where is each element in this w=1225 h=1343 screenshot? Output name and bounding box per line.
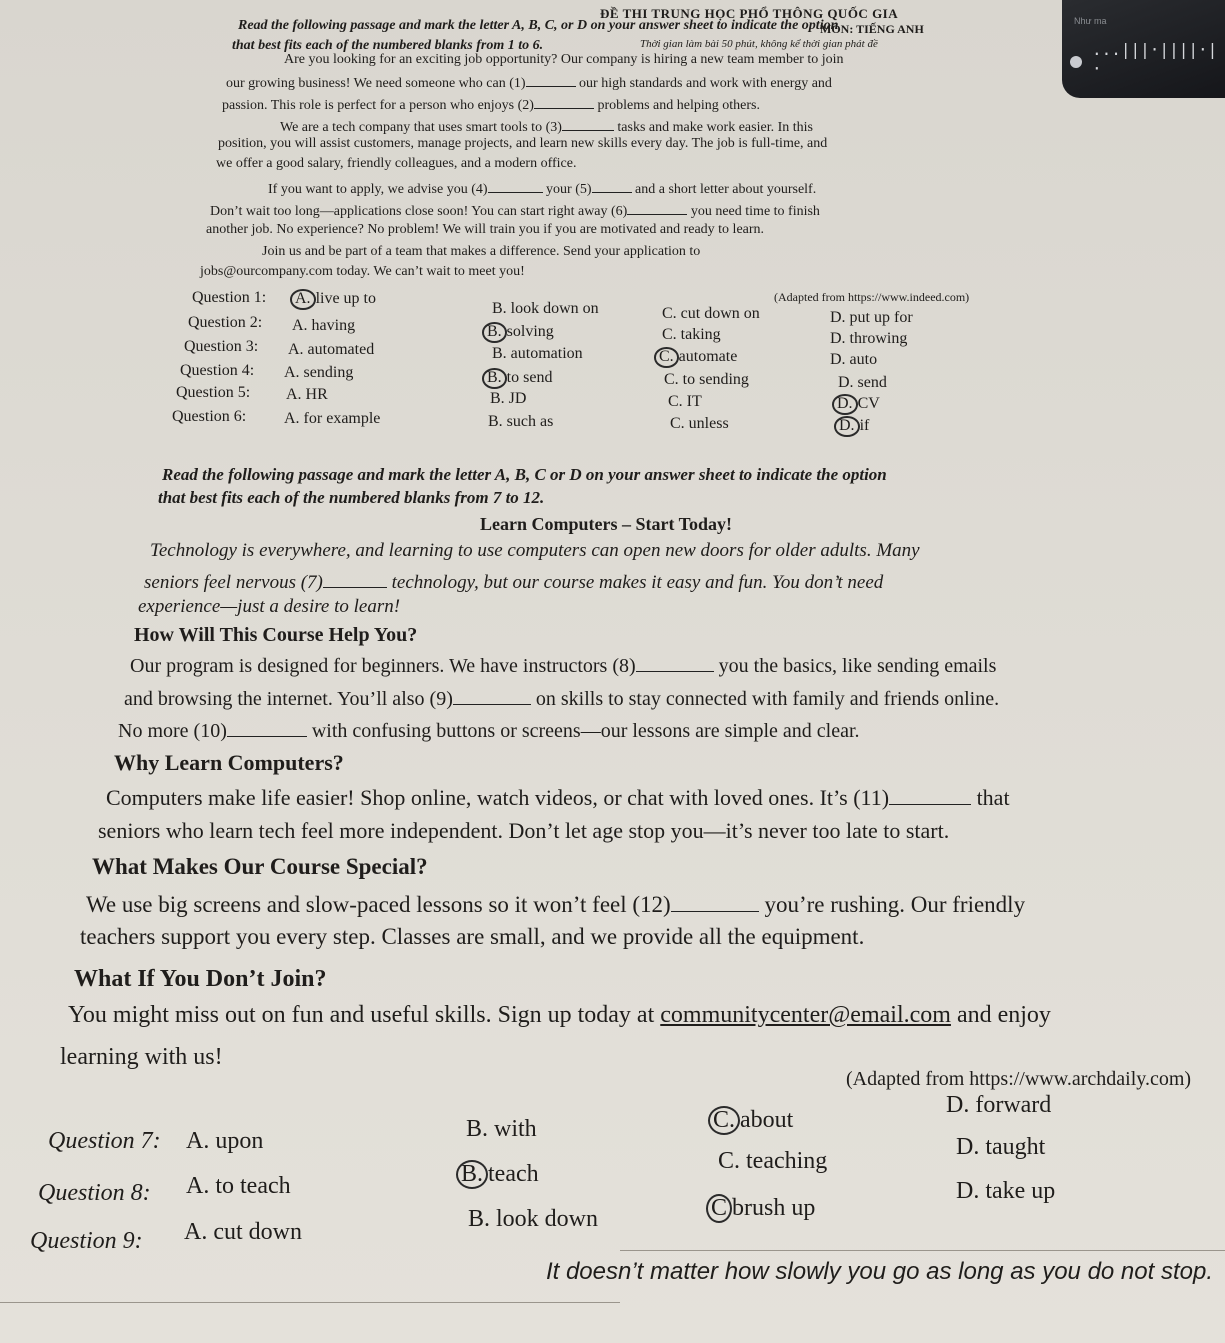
question-3-label: Question 3: — [184, 338, 259, 355]
part2-instruction-a: Read the following passage and mark the letter A, B, C or D on your answer sheet to indicate the option — [162, 465, 887, 484]
q1-option-b: B. look down on — [492, 300, 599, 317]
p1-line: jobs@ourcompany.com today. We can’t wait to meet you! — [200, 264, 525, 279]
q1-option-c: C. cut down on — [662, 305, 760, 322]
answer-circle: B. — [456, 1160, 488, 1189]
q4-option-b: B. to send — [482, 368, 552, 389]
q8-option-b: B. teach — [456, 1160, 539, 1189]
p1-line: position, you will assist customers, manage projects, and learn new skills every day. The job is full-time, and — [218, 136, 828, 151]
record-icon — [1070, 56, 1082, 68]
answer-circle: D. — [834, 416, 860, 437]
body-line: Computers make life easier! Shop online, watch videos, or chat with loved ones. It’s (11) that — [106, 782, 1010, 811]
q5-option-c: C. IT — [668, 393, 702, 410]
question-1-label: Question 1: — [192, 289, 267, 306]
p1-line: another job. No experience? No problem! We will train you if you are motivated and ready to learn. — [206, 222, 765, 237]
p1-line: Join us and be part of a team that makes a difference. Send your application to — [262, 244, 701, 259]
intro-line: experience—just a desire to learn! — [138, 596, 401, 617]
body-line: Our program is designed for beginners. We have instructors (8) you the basics, like sending emails — [130, 651, 996, 678]
body-line: learning with us! — [60, 1044, 223, 1070]
p1-line: Are you looking for an exciting job opportunity? Our company is hiring a new team member to join — [284, 52, 844, 67]
contact-email: communitycenter@email.com — [660, 1002, 951, 1028]
divider — [0, 1302, 620, 1303]
part1-source: (Adapted from https://www.indeed.com) — [774, 290, 970, 304]
question-7-label: Question 7: — [48, 1128, 161, 1154]
question-5-label: Question 5: — [176, 384, 251, 401]
q3-option-c: C. automate — [654, 347, 737, 368]
question-8-label: Question 8: — [38, 1180, 151, 1206]
q7-option-a: A. upon — [186, 1128, 264, 1154]
q9-option-d: D. take up — [956, 1178, 1056, 1204]
answer-circle: B. — [482, 322, 507, 343]
answer-circle: D. — [832, 394, 858, 415]
footer-quote: It doesn’t matter how slowly you go as long as you do not stop. — [545, 1258, 1213, 1285]
q7-option-d: D. forward — [946, 1092, 1052, 1118]
part2-instruction-b: that best fits each of the numbered blanks from 7 to 12. — [158, 488, 545, 507]
passage-title: Learn Computers – Start Today! — [480, 514, 733, 534]
body-line: seniors who learn tech feel more independent. Don’t let age stop you—it’s never too late to start. — [98, 818, 950, 843]
p1-line: our growing business! We need someone who can (1) our high standards and work with energy and — [226, 72, 832, 92]
q8-option-d: D. taught — [956, 1134, 1046, 1160]
question-9-label: Question 9: — [30, 1228, 143, 1254]
q5-option-a: A. HR — [286, 386, 328, 403]
question-4-label: Question 4: — [180, 362, 255, 379]
p1-line: We are a tech company that uses smart tools to (3) tasks and make work easier. In this — [280, 116, 813, 136]
divider — [620, 1250, 1225, 1251]
q4-option-d: D. send — [838, 374, 887, 391]
intro-line: seniors feel nervous (7) technology, but our course makes it easy and fun. You don’t need — [144, 568, 883, 594]
q8-option-a: A. to teach — [186, 1173, 291, 1199]
q4-option-a: A. sending — [284, 364, 354, 381]
body-line: and browsing the internet. You’ll also (9) on skills to stay connected with family and friends online. — [124, 684, 999, 711]
q6-option-c: C. unless — [670, 415, 729, 432]
q9-option-c: C brush up — [706, 1194, 815, 1223]
p1-line: Don’t wait too long—applications close soon! You can start right away (6) you need time to finish — [210, 200, 820, 220]
q3-option-b: B. automation — [492, 345, 583, 362]
q6-option-a: A. for example — [284, 410, 381, 427]
body-line: teachers support you every step. Classes are small, and we provide all the equipment. — [80, 924, 865, 949]
q8-option-c: C. teaching — [718, 1148, 828, 1174]
exam-title: ĐỀ THI TRUNG HỌC PHỔ THÔNG QUỐC GIA — [600, 6, 899, 21]
p1-line: If you want to apply, we advise you (4) your (5) and a short letter about yourself. — [268, 178, 816, 198]
q9-option-b: B. look down — [468, 1206, 599, 1232]
part2-source: (Adapted from https://www.archdaily.com) — [846, 1068, 1192, 1090]
body-line: No more (10) with confusing buttons or screens—our lessons are simple and clear. — [118, 716, 860, 743]
q3-option-d: D. auto — [830, 351, 878, 368]
body-line: You might miss out on fun and useful skills. Sign up today at communitycenter@email.com and enjoy — [68, 1002, 1051, 1028]
q2-option-c: C. taking — [662, 326, 721, 343]
part1-instruction-b: that best fits each of the numbered blanks from 1 to 6. — [232, 38, 544, 53]
q5-option-d: D. CV — [832, 394, 880, 415]
exam-subject: MÔN: TIẾNG ANH — [820, 22, 924, 36]
q4-option-c: C. to sending — [664, 371, 749, 388]
p1-line: passion. This role is perfect for a person who enjoys (2) problems and helping others. — [222, 94, 760, 114]
question-2-label: Question 2: — [188, 314, 263, 331]
waveform-icon: ...|||·||||·|· — [1092, 40, 1218, 78]
exam-time: Thời gian làm bài 50 phút, không kể thời gian phát đề — [640, 38, 878, 50]
device-label: Như ma — [1074, 16, 1107, 26]
part1-instruction-a: Read the following passage and mark the letter A, B, C, or D on your answer sheet to indicate the option — [238, 18, 839, 33]
q7-option-b: B. with — [466, 1116, 537, 1142]
question-6-label: Question 6: — [172, 408, 247, 425]
answer-circle: C. — [708, 1106, 740, 1135]
q1-option-a: A. live up to — [290, 289, 376, 310]
q3-option-a: A. automated — [288, 341, 375, 358]
q2-option-b: B. solving — [482, 322, 554, 343]
q6-option-d: D. if — [834, 416, 869, 437]
section-heading: Why Learn Computers? — [114, 750, 344, 775]
q9-option-a: A. cut down — [184, 1219, 302, 1245]
q1-option-d: D. put up for — [830, 309, 913, 326]
intro-line: Technology is everywhere, and learning to use computers can open new doors for older adults. Many — [150, 540, 920, 561]
q2-option-d: D. throwing — [830, 330, 908, 347]
answer-circle: C — [706, 1194, 732, 1223]
answer-circle: C. — [654, 347, 679, 368]
section-heading: How Will This Course Help You? — [134, 624, 418, 646]
answer-circle: B. — [482, 368, 507, 389]
body-line: We use big screens and slow-paced lessons so it won’t feel (12) you’re rushing. Our friendly — [86, 888, 1025, 918]
phone-corner — [1062, 0, 1225, 98]
q6-option-b: B. such as — [488, 413, 554, 430]
answer-circle: A. — [290, 289, 316, 310]
p1-line: we offer a good salary, friendly colleagues, and a modern office. — [216, 156, 577, 171]
section-heading: What If You Don’t Join? — [74, 966, 327, 992]
q2-option-a: A. having — [292, 317, 356, 334]
q5-option-b: B. JD — [490, 390, 527, 407]
section-heading: What Makes Our Course Special? — [92, 854, 428, 879]
q7-option-c: C. about — [708, 1106, 793, 1135]
